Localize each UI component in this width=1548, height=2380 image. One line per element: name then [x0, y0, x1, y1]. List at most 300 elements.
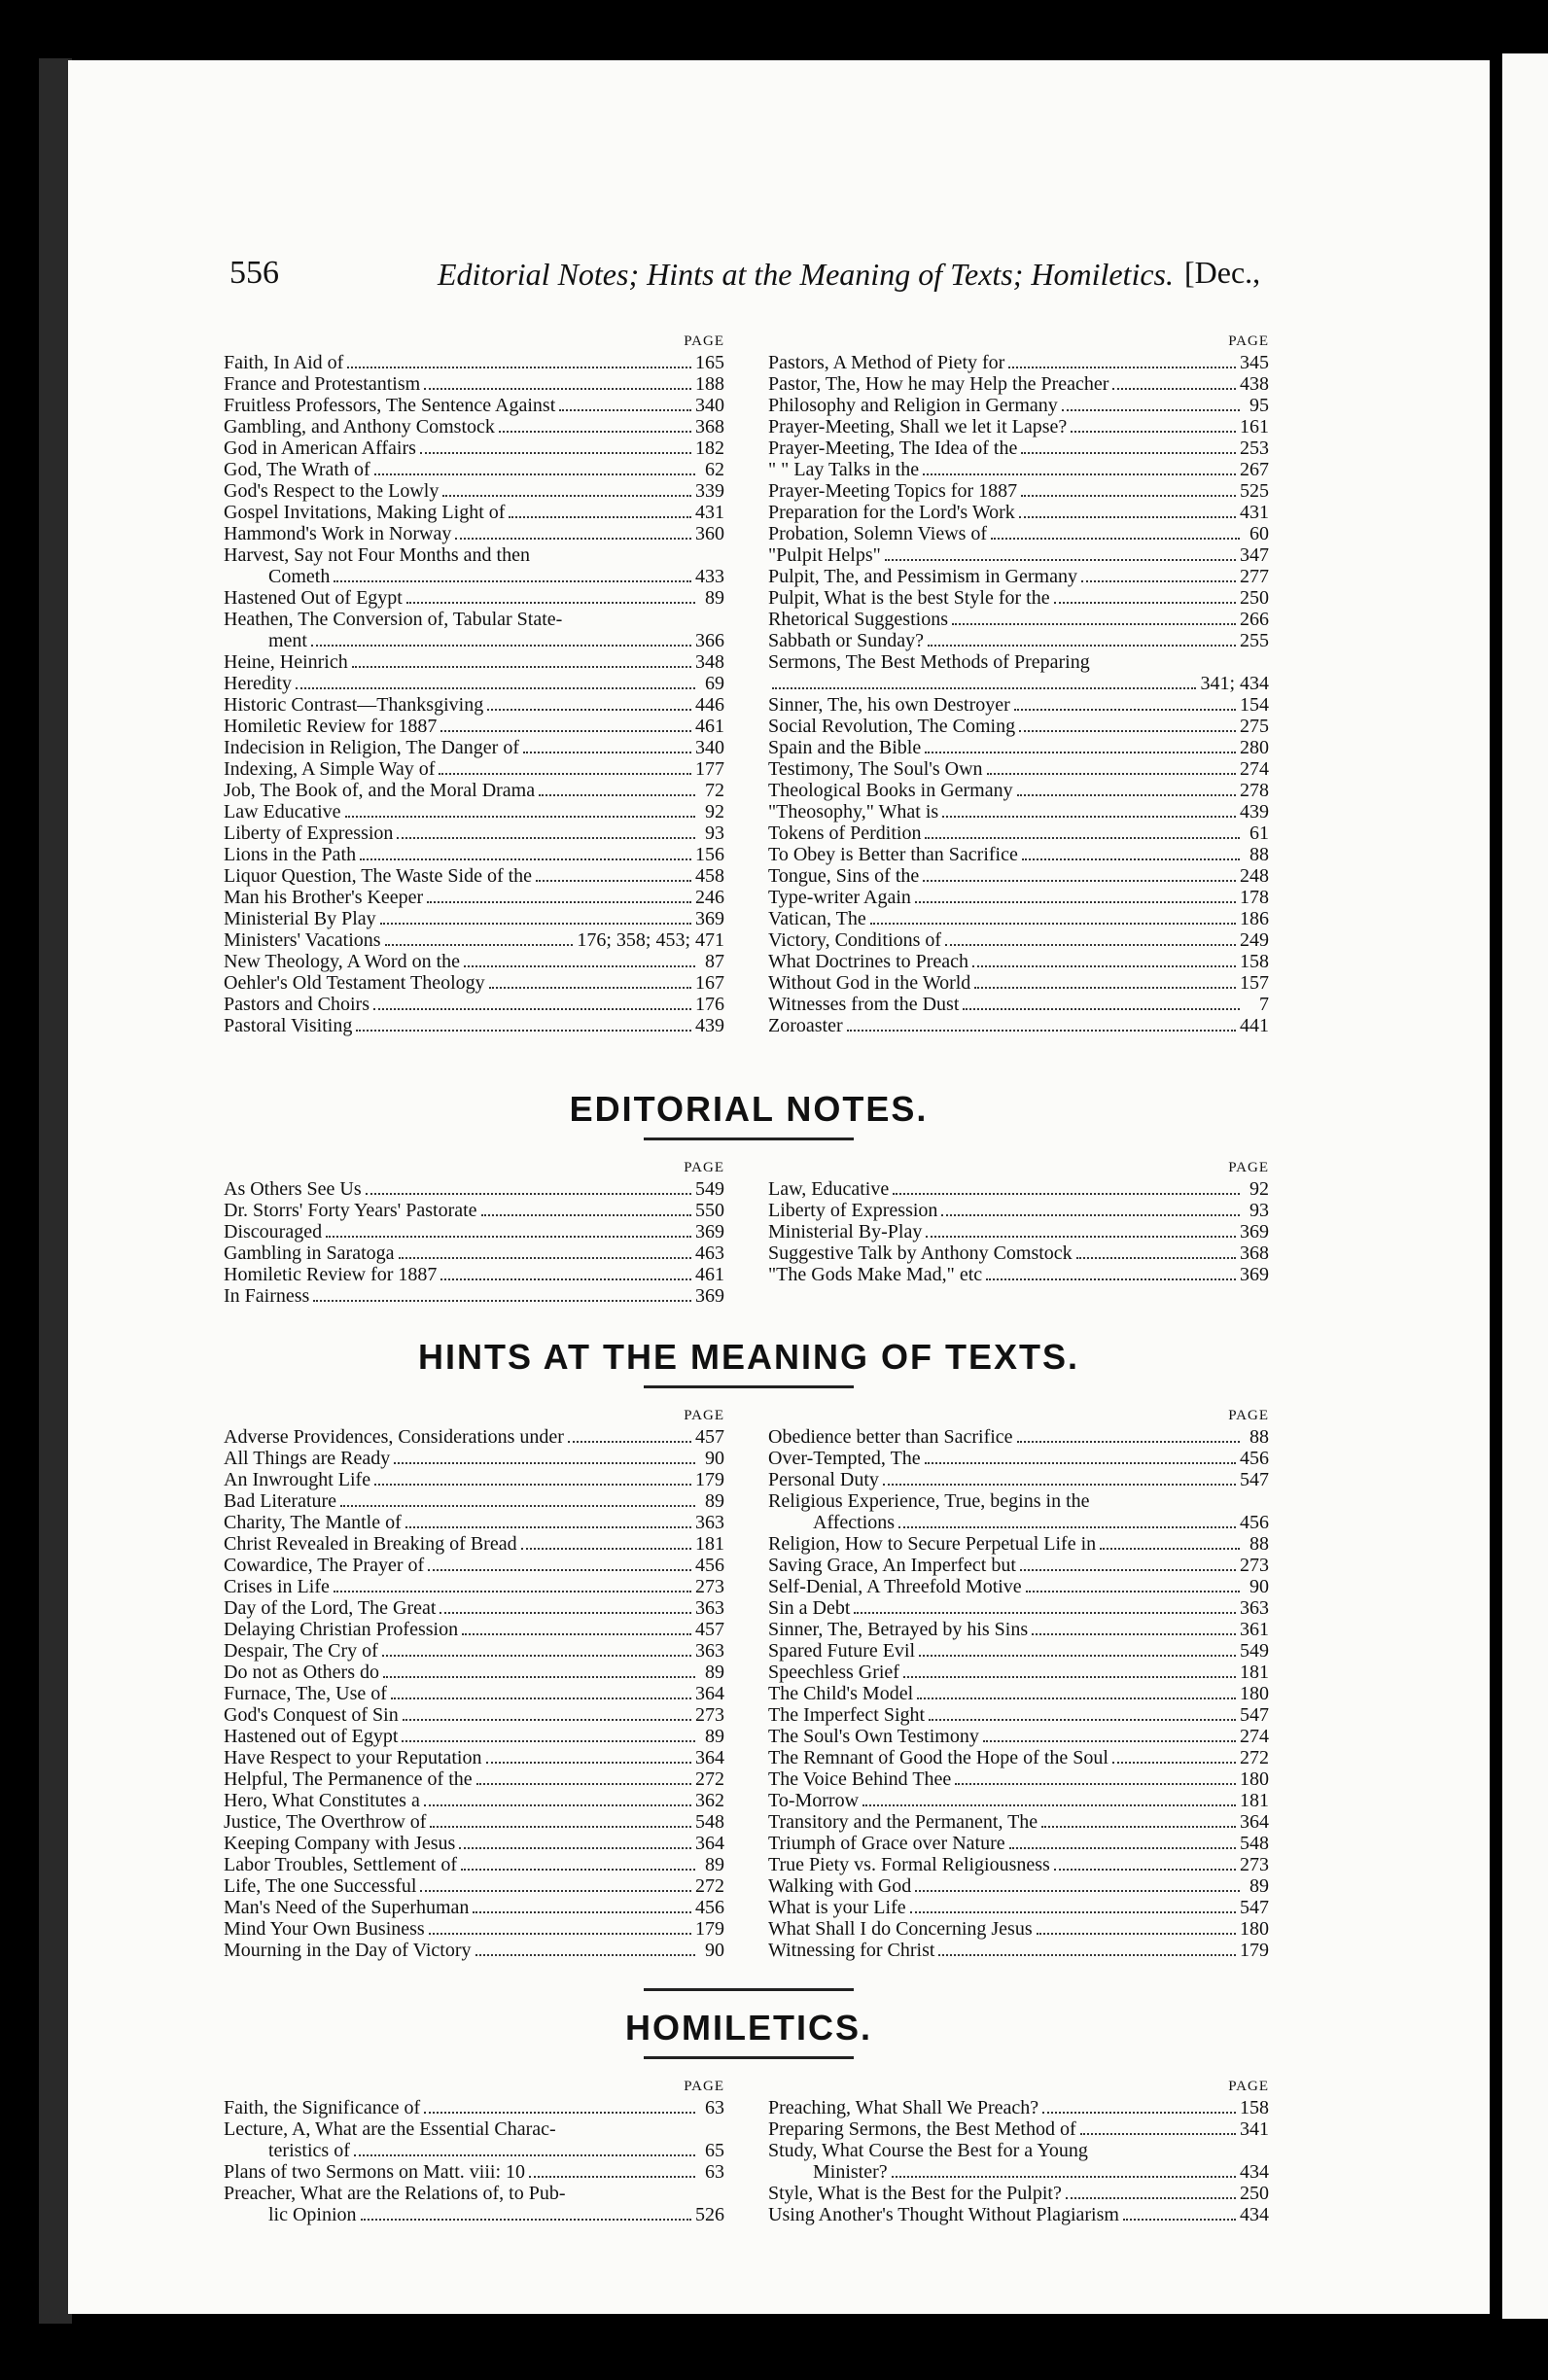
entry-page-number: 179	[695, 1469, 724, 1490]
index-entry	[768, 1576, 1269, 1597]
entry-page-number: 549	[1240, 1640, 1269, 1662]
index-entry	[224, 1490, 724, 1512]
dot-leader	[439, 773, 691, 775]
entry-title: Oehler's Old Testament Theology	[224, 972, 485, 994]
entry-title: Lecture, A, What are the Essential Charac-	[224, 2118, 556, 2140]
index-entry	[768, 1940, 1269, 1961]
entry-title: Law, Educative	[768, 1178, 890, 1200]
dot-leader	[963, 1008, 1240, 1010]
index-entry	[224, 929, 724, 951]
dot-leader	[296, 687, 695, 689]
dot-leader	[938, 1954, 1236, 1956]
index-entry	[768, 673, 1269, 694]
entry-title: Triumph of Grace over Nature	[768, 1833, 1005, 1854]
entry-page-number: 345	[1240, 352, 1269, 373]
entry-title: Discouraged	[224, 1221, 323, 1242]
entry-title: God's Conquest of Sin	[224, 1704, 399, 1726]
dot-leader	[455, 538, 691, 540]
entry-page-number: 89	[705, 587, 724, 609]
entry-page-number: 434	[1240, 2161, 1269, 2183]
index-entry	[768, 2204, 1269, 2225]
index-entry	[768, 929, 1269, 951]
index-entry	[224, 1200, 724, 1221]
entry-title: Victory, Conditions of	[768, 929, 942, 951]
entry-page-number: 165	[695, 352, 724, 373]
dot-leader	[361, 2219, 691, 2221]
entry-title: Speechless Grief	[768, 1662, 899, 1683]
index-entry	[768, 1469, 1269, 1490]
entry-page-number: 274	[1240, 758, 1269, 780]
entry-title: Gambling, and Anthony Comstock	[224, 416, 495, 438]
entry-page-number: 275	[1240, 716, 1269, 737]
dot-leader	[536, 880, 691, 882]
index-entry	[224, 1854, 724, 1875]
entry-page-number: 7	[1259, 994, 1269, 1015]
entry-page-number: 89	[1249, 1875, 1269, 1897]
index-entry	[768, 1448, 1269, 1469]
entry-page-number: 89	[705, 1854, 724, 1875]
entry-page-number: 364	[695, 1833, 724, 1854]
entry-page-number: 547	[1240, 1704, 1269, 1726]
index-entry	[768, 994, 1269, 1015]
entry-title: Do not as Others do	[224, 1662, 379, 1683]
entry-title: Prayer-Meeting, Shall we let it Lapse?	[768, 416, 1068, 438]
index-entry	[224, 1918, 724, 1940]
entry-page-number: 340	[695, 737, 724, 758]
dot-leader	[374, 473, 695, 475]
index-entry	[224, 373, 724, 395]
entry-page-number: 63	[705, 2097, 724, 2118]
dot-leader	[1014, 709, 1236, 711]
dot-leader	[1080, 2133, 1236, 2135]
entry-page-number: 250	[1240, 2183, 1269, 2204]
dot-leader	[420, 1890, 691, 1892]
entry-title: Hammond's Work in Norway	[224, 523, 452, 544]
page-column-label: PAGE	[684, 1160, 724, 1175]
index-column-right	[768, 332, 1269, 1036]
index-entry	[768, 1662, 1269, 1683]
index-entry	[768, 1221, 1269, 1242]
entry-title: Minister?	[813, 2161, 888, 2183]
index-entry	[768, 2161, 1269, 2183]
entry-title: France and Protestantism	[224, 373, 421, 395]
index-column-left	[224, 2078, 724, 2225]
entry-page-number: 446	[695, 694, 724, 716]
index-entry	[224, 865, 724, 887]
entry-page-number: 364	[1240, 1811, 1269, 1833]
entry-page-number: 93	[1249, 1200, 1269, 1221]
entry-title: Cowardice, The Prayer of	[224, 1555, 425, 1576]
entry-title: Fruitless Professors, The Sentence Against	[224, 395, 556, 416]
index-entry	[224, 1448, 724, 1469]
dot-leader	[1112, 388, 1236, 390]
entry-title: Heathen, The Conversion of, Tabular State-	[224, 609, 563, 630]
entry-title: Homiletic Review for 1887	[224, 1264, 438, 1285]
index-entry	[224, 822, 724, 844]
index-entry	[768, 972, 1269, 994]
index-entry	[768, 2183, 1269, 2204]
index-column-left	[224, 332, 724, 1036]
section-end-rule	[644, 1988, 854, 1991]
entry-page-number: 369	[1240, 1264, 1269, 1285]
entry-title: Spared Future Evil	[768, 1640, 916, 1662]
entry-page-number: 280	[1240, 737, 1269, 758]
entry-page-number: 363	[695, 1512, 724, 1533]
dot-leader	[925, 1462, 1236, 1464]
dot-leader	[942, 816, 1236, 818]
index-entry	[224, 1285, 724, 1307]
index-entry	[768, 844, 1269, 865]
index-entry	[224, 1897, 724, 1918]
dot-leader	[429, 1933, 691, 1935]
dot-leader	[391, 1698, 691, 1699]
entry-title: Tongue, Sins of the	[768, 865, 920, 887]
entry-page-number: 364	[695, 1747, 724, 1768]
entry-title: Hastened Out of Egypt	[224, 587, 403, 609]
entry-page-number: 179	[1240, 1940, 1269, 1961]
index-entry	[768, 1512, 1269, 1533]
entry-title: An Inwrought Life	[224, 1469, 371, 1490]
entry-page-number: 158	[1240, 2097, 1269, 2118]
index-entry	[224, 352, 724, 373]
entry-title: Over-Tempted, The	[768, 1448, 921, 1469]
entry-page-number: 181	[1240, 1662, 1269, 1683]
entry-page-number: 92	[1249, 1178, 1269, 1200]
index-entry	[768, 1200, 1269, 1221]
entry-title: What is your Life	[768, 1897, 906, 1918]
entry-title: True Piety vs. Formal Religiousness	[768, 1854, 1050, 1875]
dot-leader	[356, 1030, 691, 1032]
page-column-label: PAGE	[684, 1408, 724, 1423]
dot-leader	[473, 1911, 691, 1913]
entry-page-number: 176	[695, 994, 724, 1015]
dot-leader	[1017, 1441, 1240, 1443]
index-entry	[768, 1726, 1269, 1747]
entry-title: Spain and the Bible	[768, 737, 922, 758]
index-entry	[768, 758, 1269, 780]
entry-title: Heredity	[224, 673, 292, 694]
index-entry	[768, 2118, 1269, 2140]
entry-title: Liberty of Expression	[224, 822, 394, 844]
entry-title: Religion, How to Secure Perpetual Life in	[768, 1533, 1097, 1555]
entry-page-number: 366	[695, 630, 724, 651]
index-entry	[224, 1833, 724, 1854]
entry-page-number: 461	[695, 716, 724, 737]
dot-leader	[903, 1676, 1236, 1678]
entry-title: Gospel Invitations, Making Light of	[224, 502, 506, 523]
entry-page-number: 439	[695, 1015, 724, 1036]
index-entry	[224, 395, 724, 416]
index-entry	[224, 2140, 724, 2161]
index-entry	[768, 373, 1269, 395]
dot-leader	[442, 495, 691, 497]
index-entry	[224, 1683, 724, 1704]
entry-page-number: 457	[695, 1426, 724, 1448]
dot-leader	[974, 987, 1236, 989]
dot-leader	[487, 709, 691, 711]
dot-leader	[952, 623, 1236, 625]
entry-page-number: 167	[695, 972, 724, 994]
index-entry	[768, 865, 1269, 887]
entry-title: God in American Affairs	[224, 438, 416, 459]
index-entry	[768, 1854, 1269, 1875]
index-entry	[224, 1662, 724, 1683]
entry-title: Religious Experience, True, begins in the	[768, 1490, 1090, 1512]
book-page-edge	[39, 58, 72, 2324]
entry-title: Prayer-Meeting Topics for 1887	[768, 480, 1018, 502]
dot-leader	[986, 1278, 1236, 1280]
index-entry	[224, 801, 724, 822]
entry-page-number: 250	[1240, 587, 1269, 609]
entry-title: Social Revolution, The Coming	[768, 716, 1016, 737]
dot-leader	[311, 645, 691, 647]
entry-title: Ministers' Vacations	[224, 929, 381, 951]
entry-title: Labor Troubles, Settlement of	[224, 1854, 457, 1875]
dot-leader	[1022, 858, 1240, 860]
entry-page-number: 360	[695, 523, 724, 544]
dot-leader	[462, 1633, 691, 1635]
entry-title: ment	[268, 630, 307, 651]
entry-page-number: 181	[695, 1533, 724, 1555]
index-entry	[768, 908, 1269, 929]
dot-leader	[499, 431, 691, 433]
entry-title: Saving Grace, An Imperfect but	[768, 1555, 1016, 1576]
entry-page-number: 180	[1240, 1683, 1269, 1704]
entry-page-number: 547	[1240, 1897, 1269, 1918]
entry-page-number: 547	[1240, 1469, 1269, 1490]
dot-leader	[883, 1484, 1236, 1486]
entry-title: Historic Contrast—Thanksgiving	[224, 694, 484, 716]
index-entry	[768, 1704, 1269, 1726]
dot-leader	[928, 645, 1236, 647]
dot-leader	[1017, 794, 1236, 796]
index-entry	[768, 2140, 1269, 2161]
page-column-label: PAGE	[684, 333, 724, 349]
dot-leader	[476, 1783, 691, 1785]
heading-rule	[644, 1138, 854, 1140]
entry-page-number: 188	[695, 373, 724, 395]
dot-leader	[854, 1612, 1236, 1614]
entry-page-number: 156	[695, 844, 724, 865]
dot-leader	[862, 1804, 1236, 1806]
entry-page-number: 363	[695, 1640, 724, 1662]
entry-title: Probation, Solemn Views of	[768, 523, 988, 544]
entry-title: Without God in the World	[768, 972, 971, 994]
entry-title: Pastor, The, How he may Help the Preacher	[768, 373, 1109, 395]
entry-page-number: 431	[695, 502, 724, 523]
entry-title: Sabbath or Sunday?	[768, 630, 924, 651]
entry-title: Obedience better than Sacrifice	[768, 1426, 1013, 1448]
dot-leader	[917, 1698, 1236, 1699]
index-entry	[224, 544, 724, 566]
entry-title: Preparing Sermons, the Best Method of	[768, 2118, 1076, 2140]
dot-leader	[394, 1462, 695, 1464]
entry-title: Theological Books in Germany	[768, 780, 1013, 801]
entry-page-number: 433	[695, 566, 724, 587]
adjacent-page-edge	[1502, 53, 1548, 2319]
index-entry	[224, 2183, 724, 2204]
entry-page-number: 158	[1240, 951, 1269, 972]
dot-leader	[334, 1591, 691, 1592]
entry-page-number: 90	[1249, 1576, 1269, 1597]
entry-page-number: 88	[1249, 1533, 1269, 1555]
entry-title: Lions in the Path	[224, 844, 357, 865]
entry-title: Man his Brother's Keeper	[224, 887, 424, 908]
entry-page-number: 180	[1240, 1768, 1269, 1790]
dot-leader	[406, 602, 695, 604]
entry-page-number: 88	[1249, 1426, 1269, 1448]
page-column-label: PAGE	[1228, 333, 1269, 349]
entry-title: Heine, Heinrich	[224, 651, 348, 673]
entry-page-number: 341; 434	[1200, 673, 1269, 694]
entry-page-number: 255	[1240, 630, 1269, 651]
entry-title: Keeping Company with Jesus	[224, 1833, 456, 1854]
dot-leader	[945, 944, 1236, 946]
dot-leader	[374, 1484, 691, 1486]
entry-title: "The Gods Make Mad," etc	[768, 1264, 983, 1285]
entry-title: God's Respect to the Lowly	[224, 480, 440, 502]
entry-title: Faith, the Significance of	[224, 2097, 421, 2118]
entry-page-number: 180	[1240, 1918, 1269, 1940]
dot-leader	[1008, 367, 1236, 368]
index-entry	[768, 1875, 1269, 1897]
entry-title: Law Educative	[224, 801, 341, 822]
dot-leader	[1041, 1826, 1236, 1828]
entry-title: Bad Literature	[224, 1490, 337, 1512]
dot-leader	[430, 1826, 691, 1828]
index-entry	[224, 951, 724, 972]
index-entry	[768, 1015, 1269, 1036]
index-column-right	[768, 2078, 1269, 2225]
section-heading-editorial-notes: EDITORIAL NOTES.	[569, 1089, 929, 1129]
entry-page-number: 95	[1249, 395, 1269, 416]
dot-leader	[885, 559, 1236, 561]
index-entry	[224, 694, 724, 716]
index-column-left	[224, 1407, 724, 1961]
index-entry	[224, 994, 724, 1015]
dot-leader	[509, 516, 691, 518]
entry-page-number: 249	[1240, 929, 1269, 951]
index-entry	[224, 1242, 724, 1264]
dot-leader	[923, 473, 1236, 475]
dot-leader	[1020, 1569, 1236, 1571]
index-entry	[224, 1555, 724, 1576]
entry-page-number: 179	[695, 1918, 724, 1940]
dot-leader	[366, 1193, 691, 1195]
index-entry	[224, 1640, 724, 1662]
entry-title: Day of the Lord, The Great	[224, 1597, 437, 1619]
index-entry	[768, 523, 1269, 544]
dot-leader	[340, 1505, 695, 1507]
dot-leader	[1019, 516, 1236, 518]
entry-title: Walking with God	[768, 1875, 912, 1897]
dot-leader	[915, 1890, 1240, 1892]
dot-leader	[1062, 409, 1240, 411]
entry-title: Pastors and Choirs	[224, 994, 369, 1015]
index-entry	[768, 1264, 1269, 1285]
entry-title: Helpful, The Permanence of the	[224, 1768, 473, 1790]
entry-title: Mourning in the Day of Victory	[224, 1940, 472, 1961]
index-entry	[768, 587, 1269, 609]
dot-leader	[486, 1762, 692, 1764]
entry-page-number: 72	[705, 780, 724, 801]
entry-page-number: 157	[1240, 972, 1269, 994]
dot-leader	[941, 1214, 1240, 1216]
dot-leader	[440, 1612, 691, 1614]
index-entry	[224, 1469, 724, 1490]
entry-title: Christ Revealed in Breaking of Bread	[224, 1533, 517, 1555]
index-entry	[768, 544, 1269, 566]
index-entry	[224, 1576, 724, 1597]
entry-page-number: 60	[1249, 523, 1269, 544]
dot-leader	[380, 923, 691, 925]
entry-page-number: 361	[1240, 1619, 1269, 1640]
index-entry	[224, 1726, 724, 1747]
entry-title: Rhetorical Suggestions	[768, 609, 948, 630]
heading-rule	[644, 1385, 854, 1388]
entry-title: Ministerial By-Play	[768, 1221, 923, 1242]
index-entry	[224, 438, 724, 459]
index-entry	[224, 1533, 724, 1555]
entry-title: The Child's Model	[768, 1683, 914, 1704]
dot-leader	[313, 1300, 691, 1302]
entry-page-number: 92	[705, 801, 724, 822]
index-entry	[768, 1242, 1269, 1264]
entry-title: Crises in Life	[224, 1576, 330, 1597]
index-entry	[768, 566, 1269, 587]
dot-leader	[399, 1257, 691, 1259]
dot-leader	[428, 1569, 691, 1571]
index-entry	[768, 951, 1269, 972]
entry-title: Philosophy and Religion in Germany	[768, 395, 1058, 416]
index-entry	[224, 1940, 724, 1961]
index-entry	[768, 1555, 1269, 1576]
dot-leader	[521, 1548, 691, 1550]
page-number: 556	[229, 255, 279, 291]
dot-leader	[847, 1030, 1236, 1032]
entry-page-number: 364	[695, 1683, 724, 1704]
entry-title: lic Opinion	[268, 2204, 357, 2225]
index-entry	[224, 716, 724, 737]
index-entry	[224, 523, 724, 544]
dot-leader	[481, 1214, 691, 1216]
entry-page-number: 369	[695, 1221, 724, 1242]
index-entry	[224, 1875, 724, 1897]
index-entry	[224, 459, 724, 480]
running-head	[156, 255, 1284, 303]
index-entry	[224, 2204, 724, 2225]
entry-page-number: 62	[705, 459, 724, 480]
entry-title: Cometh	[268, 566, 331, 587]
index-entry	[224, 630, 724, 651]
index-entry	[224, 416, 724, 438]
page-column-label: PAGE	[1228, 1160, 1269, 1175]
index-entry	[768, 480, 1269, 502]
entry-page-number: 526	[695, 2204, 724, 2225]
entry-title: Tokens of Perdition	[768, 822, 922, 844]
index-entry	[768, 1790, 1269, 1811]
entry-title: Liquor Question, The Waste Side of the	[224, 865, 533, 887]
page-column-label: PAGE	[684, 2079, 724, 2094]
dot-leader	[925, 837, 1240, 839]
index-entry	[768, 438, 1269, 459]
entry-title: Style, What is the Best for the Pulpit?	[768, 2183, 1062, 2204]
index-entry	[224, 780, 724, 801]
dot-leader	[910, 1911, 1236, 1913]
entry-title: Dr. Storrs' Forty Years' Pastorate	[224, 1200, 477, 1221]
entry-page-number: 87	[705, 951, 724, 972]
index-entry	[768, 416, 1269, 438]
